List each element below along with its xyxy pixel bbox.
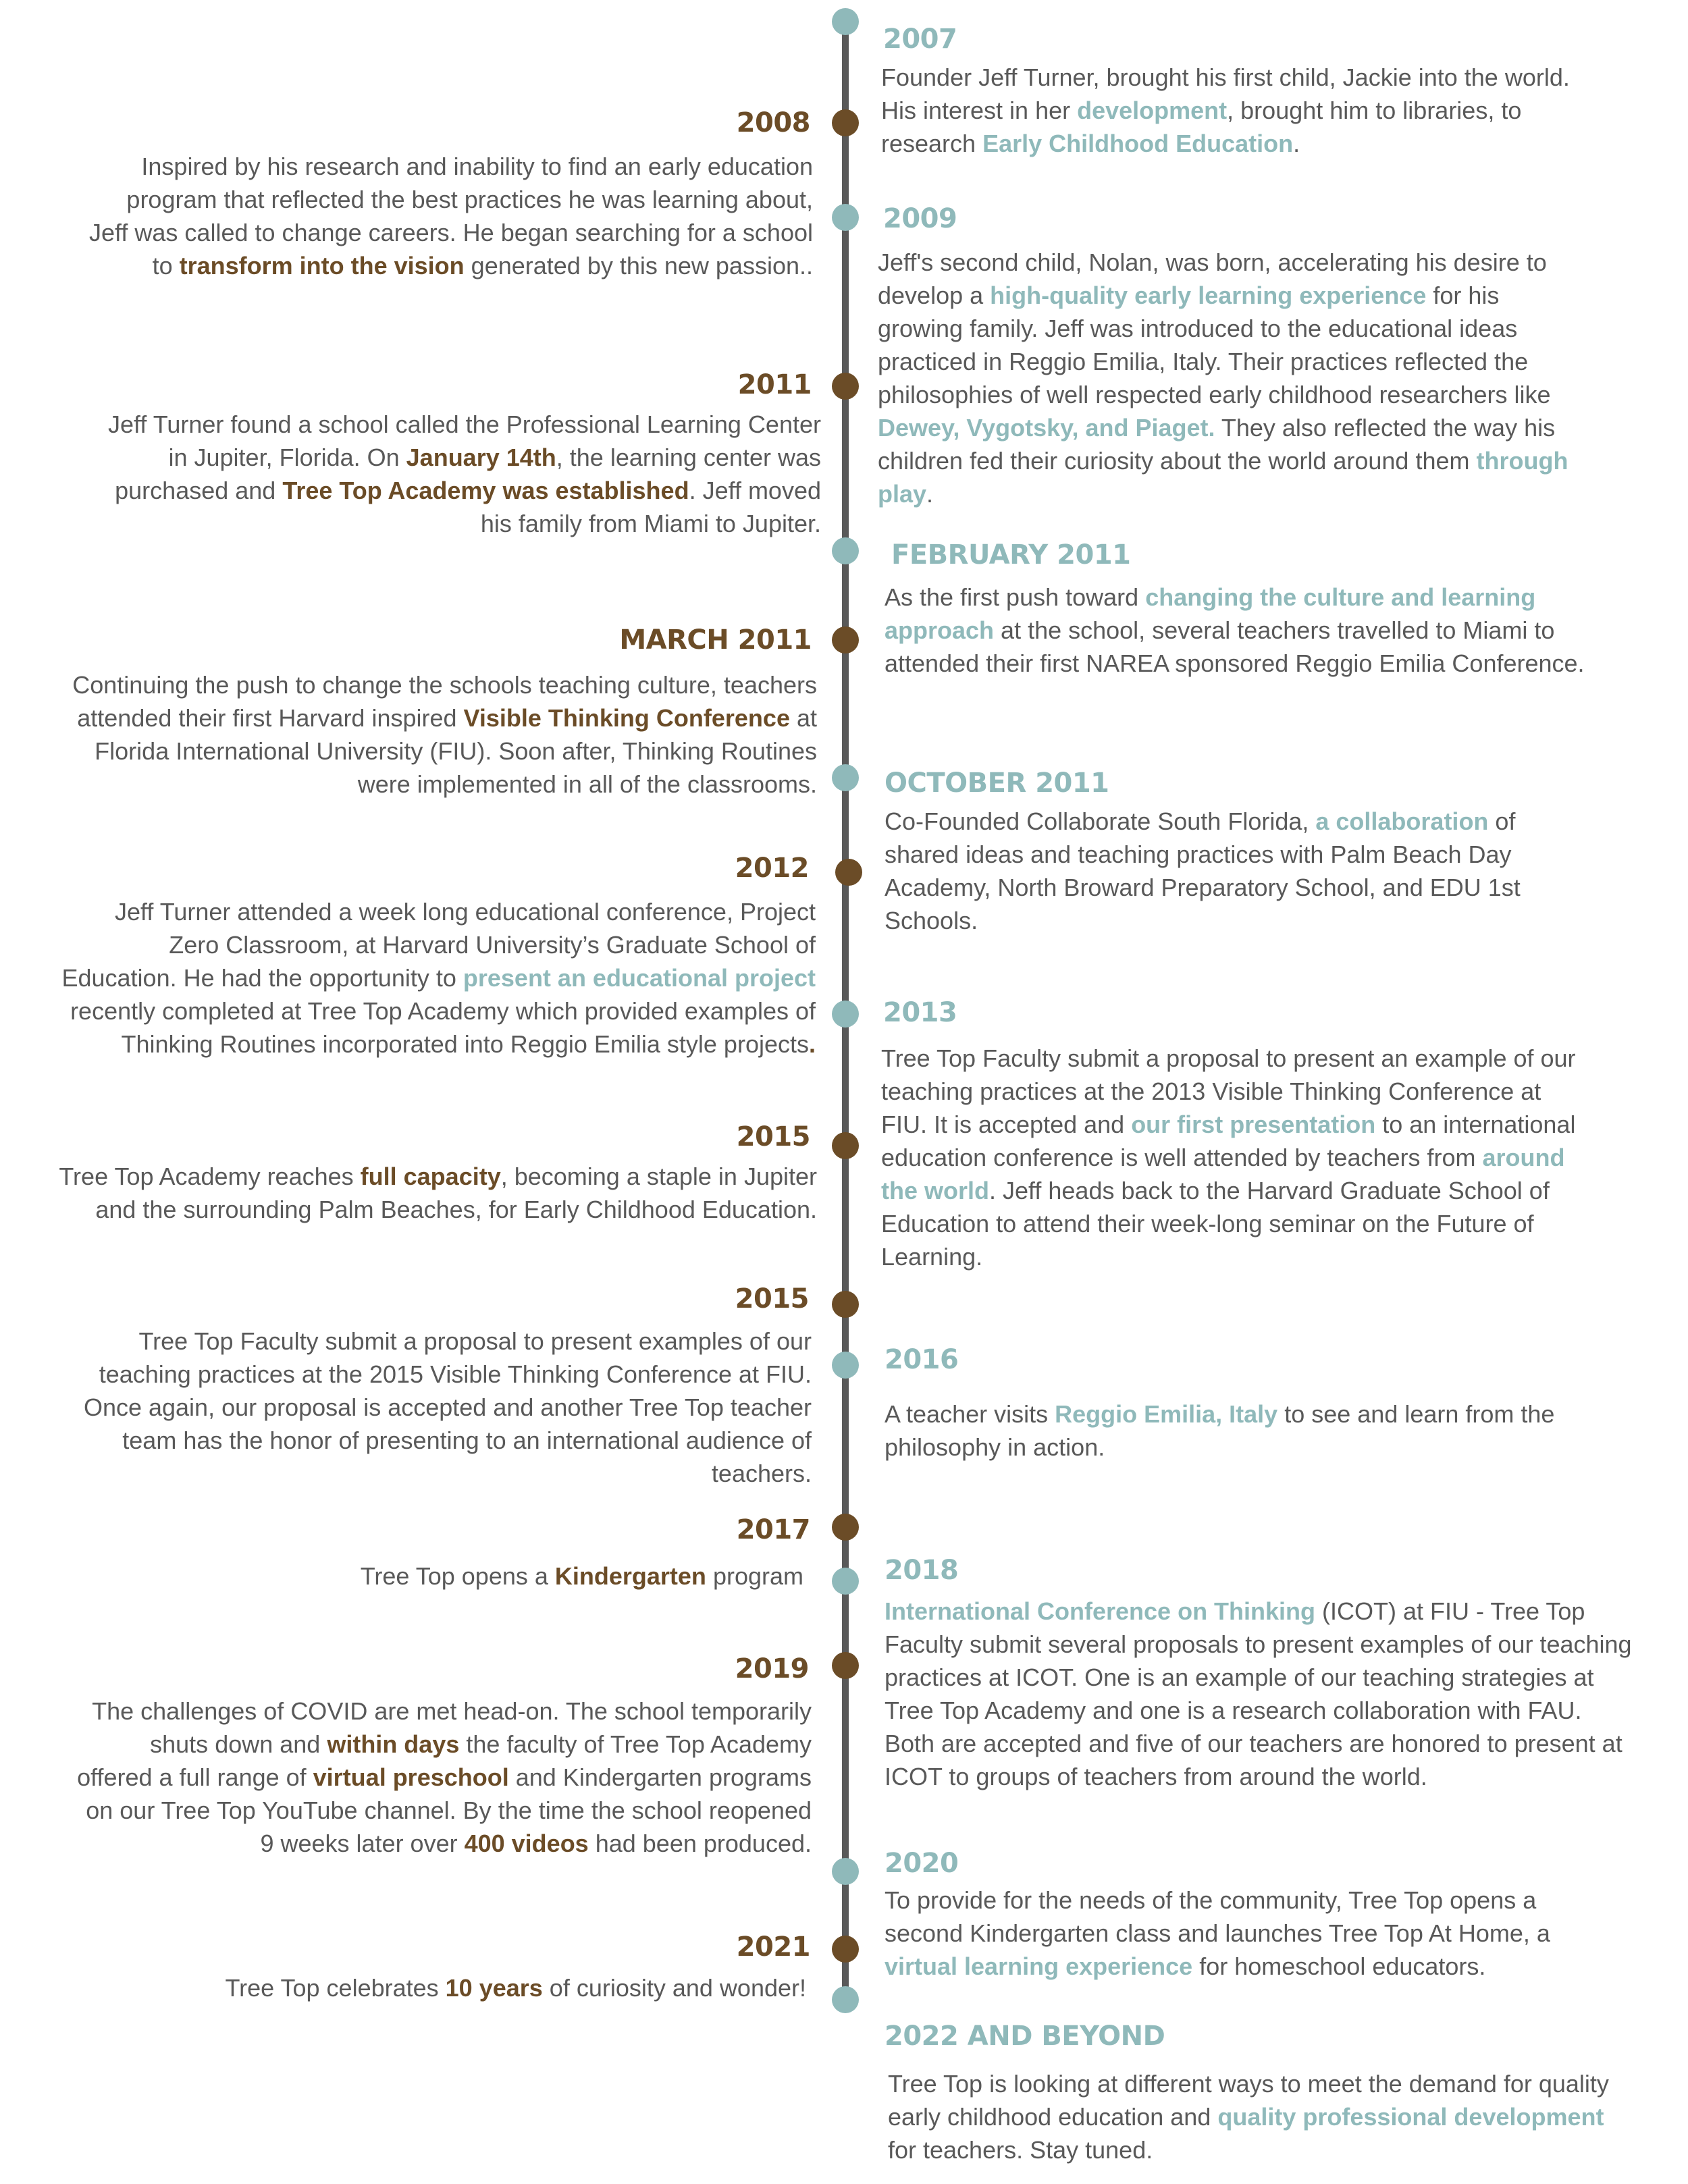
year-2022: 2022 AND BEYOND xyxy=(885,2021,1165,2052)
highlight-text: Early Childhood Education xyxy=(982,130,1294,157)
body-text: They also reflected the way his children fed their curiosity about the world around them xyxy=(878,414,1556,475)
timeline-dot-2008 xyxy=(832,109,859,136)
body-text: for teachers. Stay tuned. xyxy=(888,2136,1153,2164)
text-2022 xyxy=(888,2067,1624,2166)
year-2015a: 2015 xyxy=(736,1121,810,1152)
body-text: As the first push toward xyxy=(885,583,1146,611)
text-2019 xyxy=(69,1695,812,1860)
body-text: . Jeff moved his family from Miami to Jupiter. xyxy=(480,477,821,537)
body-text: Co-Founded Collaborate South Florida, xyxy=(885,807,1316,835)
year-2018: 2018 xyxy=(885,1555,959,1586)
body-text: , the learning center was purchased and xyxy=(115,444,821,504)
body-text: (ICOT) at FIU - Tree Top Faculty submit several proposals to present examples of our teaching practices at ICOT. One is an example of our teaching strategies at Tree Top Academy and one is a research collaboration with FAU. Both are accepted and five of our teachers are honored to present at ICOT to groups of teachers from around the world. xyxy=(885,1597,1632,1790)
highlight-text: present an educational project xyxy=(463,964,816,992)
body-text: recently completed at Tree Top Academy which provided examples of Thinking Routines incorporated into Reggio Emilia style projects xyxy=(70,997,816,1058)
body-text: Tree Top Faculty submit a proposal to present an example of our teaching practices at the 2013 Visible Thinking Conference at FIU. It is accepted and xyxy=(881,1044,1576,1138)
text-2008 xyxy=(84,150,813,282)
timeline-dot-2018 xyxy=(832,1568,859,1595)
year-2021: 2021 xyxy=(736,1932,810,1963)
highlight-text: 400 videos xyxy=(464,1830,589,1857)
text-2011 xyxy=(105,408,821,540)
body-text: of curiosity and wonder! xyxy=(542,1974,806,2002)
highlight-text: Tree Top Academy was established xyxy=(282,477,689,504)
highlight-text: Dewey, Vygotsky, and Piaget. xyxy=(878,414,1215,442)
highlight-text: International Conference on Thinking xyxy=(885,1597,1316,1625)
year-feb2011: FEBRUARY 2011 xyxy=(891,539,1131,570)
timeline-dot-2016 xyxy=(832,1352,859,1379)
highlight-text: Visible Thinking Conference xyxy=(463,704,790,732)
text-oct2011 xyxy=(885,805,1587,937)
text-2015a xyxy=(54,1160,817,1226)
body-text: Inspired by his research and inability to find an early education program that reflected the best practices he was learning about, Jeff was called to change careers. He began searching for a school to xyxy=(89,153,813,279)
timeline-dot-oct2011 xyxy=(832,764,859,791)
body-text: . xyxy=(1293,130,1300,157)
highlight-text: transform into the vision xyxy=(179,252,465,279)
timeline-dot-2020 xyxy=(832,1858,859,1885)
body-text: To provide for the needs of the community, Tree Top opens a second Kindergarten class and launches Tree Top At Home, a xyxy=(885,1886,1550,1947)
year-2008: 2008 xyxy=(736,107,810,138)
body-text: . xyxy=(926,480,934,508)
timeline-dot-2015b xyxy=(832,1291,859,1318)
highlight-text: through play xyxy=(878,447,1568,508)
text-mar2011 xyxy=(54,668,817,801)
highlight-text: virtual learning experience xyxy=(885,1952,1193,1980)
text-2015b xyxy=(55,1325,812,1490)
timeline-dot-2017 xyxy=(832,1514,859,1541)
timeline-dot-mar2011 xyxy=(832,627,859,654)
timeline-dot-end xyxy=(832,1986,859,2013)
body-text: had been produced. xyxy=(588,1830,812,1857)
highlight-text: high-quality early learning experience xyxy=(990,282,1427,309)
year-2012: 2012 xyxy=(735,853,809,884)
timeline-dot-2009 xyxy=(832,204,859,231)
body-text: Jeff Turner attended a week long educational conference, Project Zero Classroom, at Harvard University’s Graduate School of Education. He had the opportunity to xyxy=(61,898,816,992)
body-text: , brought him to libraries, to research xyxy=(881,97,1522,157)
text-2018 xyxy=(885,1595,1634,1793)
text-2017 xyxy=(128,1560,803,1593)
text-2009 xyxy=(878,246,1583,510)
highlight-text: within days xyxy=(327,1730,460,1758)
body-text: A teacher visits xyxy=(885,1400,1055,1428)
year-2016: 2016 xyxy=(885,1344,959,1375)
body-text: Tree Top is looking at different ways to meet the demand for quality early childhood education and xyxy=(888,2070,1609,2131)
year-2009: 2009 xyxy=(883,203,957,234)
highlight-text: quality professional development xyxy=(1217,2103,1604,2131)
highlight-text: around the world xyxy=(881,1144,1565,1204)
body-text: program xyxy=(706,1562,803,1590)
body-text: Tree Top celebrates xyxy=(225,1974,446,2002)
body-text: and Kindergarten programs on our Tree Top YouTube channel. By the time the school reopened 9 weeks later over xyxy=(86,1763,812,1857)
text-feb2011 xyxy=(885,581,1600,680)
year-2019: 2019 xyxy=(735,1653,809,1684)
highlight-text: our first presentation xyxy=(1131,1111,1376,1138)
timeline-dot-2012 xyxy=(835,859,862,886)
timeline-dot-2015a xyxy=(832,1132,859,1159)
timeline-dot-2021 xyxy=(832,1936,859,1963)
timeline-dot-2013 xyxy=(832,1001,859,1028)
text-2016 xyxy=(885,1397,1587,1464)
timeline-dot-2011 xyxy=(832,373,859,400)
body-text: Jeff's second child, Nolan, was born, accelerating his desire to develop a xyxy=(878,248,1547,309)
highlight-text: January 14th xyxy=(406,444,556,471)
body-text: generated by this new passion.. xyxy=(464,252,813,279)
year-mar2011: MARCH 2011 xyxy=(619,624,812,656)
year-2007: 2007 xyxy=(883,24,957,55)
body-text: Founder Jeff Turner, brought his first child, Jackie into the world. His interest in her xyxy=(881,63,1570,124)
body-text: the faculty of Tree Top Academy offered a full range of xyxy=(77,1730,812,1791)
text-2020 xyxy=(885,1884,1614,1983)
year-2013: 2013 xyxy=(883,997,957,1028)
highlight-text: . xyxy=(808,1030,816,1058)
highlight-text: full capacity xyxy=(360,1163,501,1190)
text-2007 xyxy=(881,61,1583,160)
body-text: to see and learn from the philosophy in action. xyxy=(885,1400,1555,1461)
body-text: Tree Top opens a xyxy=(360,1562,555,1590)
highlight-text: Kindergarten xyxy=(554,1562,706,1590)
highlight-text: virtual preschool xyxy=(313,1763,509,1791)
body-text: Jeff Turner found a school called the Professional Learning Center in Jupiter, Florida. On xyxy=(108,410,821,471)
body-text: at Florida International University (FIU). Soon after, Thinking Routines were implemented in all of the classrooms. xyxy=(95,704,817,798)
body-text: Tree Top Faculty submit a proposal to present examples of our teaching practices at the 2015 Visible Thinking Conference at FIU. Once again, our proposal is accepted and another Tree Top teacher team has the honor of presenting to an international audience of teachers. xyxy=(83,1327,812,1487)
body-text: Tree Top Academy reaches xyxy=(59,1163,361,1190)
text-2012 xyxy=(59,895,816,1061)
year-oct2011: OCTOBER 2011 xyxy=(885,768,1109,799)
year-2020: 2020 xyxy=(885,1848,959,1879)
year-2011: 2011 xyxy=(737,369,812,400)
body-text: at the school, several teachers travelled to Miami to attended their first NAREA sponsored Reggio Emilia Conference. xyxy=(885,616,1585,677)
body-text: . Jeff heads back to the Harvard Graduate School of Education to attend their week-long seminar on the Future of Learning. xyxy=(881,1177,1550,1271)
timeline-dot-feb2011 xyxy=(832,537,859,564)
highlight-text: changing the culture and learning approach xyxy=(885,583,1536,644)
body-text: for his growing family. Jeff was introduced to the educational ideas practiced in Reggio Emilia, Italy. Their practices reflected the philosophies of well respected early childhood researchers like xyxy=(878,282,1551,408)
body-text: , becoming a staple in Jupiter and the surrounding Palm Beaches, for Early Childhood Education. xyxy=(95,1163,817,1223)
text-2013 xyxy=(881,1042,1593,1273)
text-2021 xyxy=(90,1971,806,2004)
highlight-text: 10 years xyxy=(445,1974,543,2002)
body-text: The challenges of COVID are met head-on. The school temporarily shuts down and xyxy=(92,1697,812,1758)
timeline-dot-2019 xyxy=(832,1652,859,1679)
highlight-text: development xyxy=(1077,97,1228,124)
body-text: to an international education conference is well attended by teachers from xyxy=(881,1111,1576,1171)
highlight-text: Reggio Emilia, Italy xyxy=(1055,1400,1278,1428)
timeline-dot-2007 xyxy=(832,8,859,35)
body-text: of shared ideas and teaching practices with Palm Beach Day Academy, North Broward Preparatory School, and EDU 1st Schools. xyxy=(885,807,1521,934)
body-text: for homeschool educators. xyxy=(1192,1952,1486,1980)
year-2017: 2017 xyxy=(736,1514,810,1545)
year-2015b: 2015 xyxy=(735,1283,809,1314)
body-text: Continuing the push to change the schools teaching culture, teachers attended their first Harvard inspired xyxy=(72,671,817,732)
highlight-text: a collaboration xyxy=(1315,807,1489,835)
